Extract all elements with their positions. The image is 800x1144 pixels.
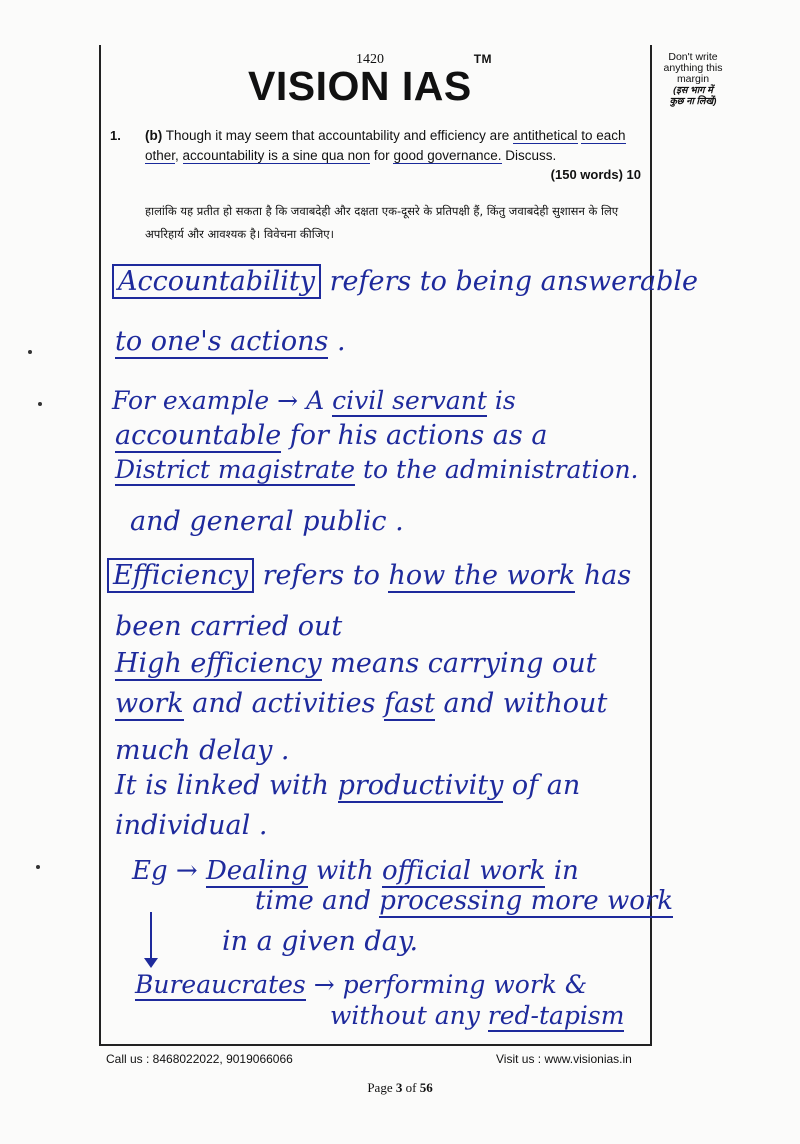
underlined-phrase: District magistrate bbox=[115, 455, 356, 484]
question-hindi: हालांकि यह प्रतीत हो सकता है कि जवाबदेही और दक्षता एक-दूसरे के प्रतिपक्षी हैं, किंतु जवाबदेही सुशासन के लिए अपरिहार्य और आवश्यक है। विवेचना कीजिए। bbox=[145, 204, 619, 241]
question-number: 1. bbox=[110, 128, 121, 143]
underlined-phrase: High efficiency bbox=[115, 648, 322, 679]
underlined-phrase: work bbox=[115, 688, 184, 719]
margin-note-line1: Don't write bbox=[668, 51, 718, 63]
answer-fragment: refers to bbox=[253, 560, 389, 591]
marks-label: (150 words) 10 bbox=[550, 167, 641, 182]
answer-line: and general public . bbox=[130, 506, 404, 537]
question-fragment: for bbox=[370, 148, 394, 163]
answer-line bbox=[115, 690, 607, 717]
question-fragment: Discuss. bbox=[501, 148, 557, 163]
question-fragment: Though it may seem that accountability and efficiency are bbox=[162, 128, 513, 143]
answer-fragment: refers to being answerable bbox=[321, 266, 698, 297]
underlined-phrase: official work bbox=[382, 856, 546, 886]
scan-dot bbox=[38, 402, 42, 406]
underlined-phrase: antithetical bbox=[512, 128, 578, 143]
trademark: TM bbox=[473, 52, 493, 67]
scan-dot bbox=[36, 865, 40, 869]
answer-line bbox=[115, 650, 596, 677]
margin-note-line2: anything this bbox=[663, 62, 723, 74]
page-of: of bbox=[402, 1080, 420, 1095]
down-arrow-icon bbox=[150, 912, 152, 962]
arrow-head-icon bbox=[144, 958, 158, 968]
answer-line bbox=[107, 562, 631, 589]
page-total: 56 bbox=[419, 1080, 433, 1095]
underlined-phrase: Dealing bbox=[205, 856, 308, 886]
left-margin-line bbox=[99, 45, 101, 1045]
answer-line bbox=[112, 388, 516, 413]
margin-note-hindi2: कुछ ना लिखें) bbox=[669, 96, 717, 107]
margin-note-hindi1: (इस भाग में bbox=[673, 85, 713, 96]
underlined-phrase: productivity bbox=[337, 770, 504, 801]
underlined-phrase: civil servant bbox=[332, 386, 487, 415]
underlined-phrase: accountability is a sine qua non bbox=[182, 148, 371, 163]
answer-fragment: . bbox=[328, 326, 346, 357]
margin-note-line3: margin bbox=[676, 73, 710, 85]
underlined-phrase: to one's actions bbox=[115, 326, 329, 357]
right-margin-line bbox=[650, 45, 652, 1045]
answer-fragment: and activities bbox=[183, 688, 385, 719]
answer-fragment: and without bbox=[434, 688, 608, 719]
answer-fragment: Eg → bbox=[132, 856, 206, 886]
answer-fragment: to the administration. bbox=[355, 455, 639, 484]
answer-fragment: in bbox=[545, 856, 579, 886]
footer-phone: Call us : 8468022022, 9019066066 bbox=[106, 1052, 293, 1066]
underlined-phrase: how the work bbox=[388, 560, 576, 591]
answer-fragment: means carrying out bbox=[321, 648, 597, 679]
answer-fragment: time and bbox=[255, 886, 380, 916]
answer-line: been carried out bbox=[115, 611, 343, 642]
footer-website: Visit us : www.visionias.in bbox=[496, 1052, 632, 1066]
underlined-phrase: red-tapism bbox=[487, 1001, 625, 1030]
answer-line bbox=[330, 1003, 624, 1028]
answer-fragment: of an bbox=[503, 770, 581, 801]
margin-warning bbox=[655, 52, 731, 107]
answer-line bbox=[115, 457, 639, 482]
answer-line bbox=[115, 328, 346, 355]
underlined-phrase: accountable bbox=[115, 420, 282, 451]
answer-fragment: It is linked with bbox=[115, 770, 338, 801]
underlined-phrase: fast bbox=[384, 688, 435, 719]
logo-text: VISION IAS bbox=[248, 63, 472, 109]
answer-fragment: with bbox=[307, 856, 382, 886]
boxed-term: Efficiency bbox=[107, 558, 254, 593]
answer-line: in a given day. bbox=[222, 926, 419, 957]
bottom-border-line bbox=[99, 1044, 652, 1046]
answer-fragment: → performing work & bbox=[305, 970, 588, 999]
answer-line: much delay . bbox=[115, 735, 290, 766]
answer-line bbox=[112, 268, 698, 295]
answer-fragment: has bbox=[575, 560, 632, 591]
answer-line bbox=[115, 772, 580, 799]
underlined-phrase: Bureaucrates bbox=[135, 970, 306, 999]
answer-line bbox=[135, 972, 587, 997]
underlined-phrase: good governance. bbox=[393, 148, 502, 163]
answer-fragment: For example → A bbox=[112, 386, 333, 415]
page-prefix: Page bbox=[367, 1080, 396, 1095]
question-text bbox=[145, 126, 641, 166]
question-part: (b) bbox=[145, 128, 163, 143]
answer-fragment: without any bbox=[330, 1001, 488, 1030]
underlined-phrase: processing more work bbox=[379, 886, 674, 916]
answer-line bbox=[255, 888, 673, 914]
booklet-code: 1420 bbox=[356, 52, 384, 67]
answer-line: individual . bbox=[115, 810, 268, 841]
scan-dot bbox=[28, 350, 32, 354]
answer-line bbox=[115, 422, 547, 449]
underlined-phrase: to each other bbox=[145, 128, 626, 163]
page-current: 3 bbox=[395, 1080, 403, 1095]
question-fragment: , bbox=[175, 148, 183, 163]
answer-fragment: is bbox=[486, 386, 516, 415]
boxed-term: Accountability bbox=[112, 264, 321, 299]
page-number bbox=[300, 1080, 500, 1096]
answer-fragment: for his actions as a bbox=[281, 420, 548, 451]
answer-line bbox=[132, 858, 579, 884]
